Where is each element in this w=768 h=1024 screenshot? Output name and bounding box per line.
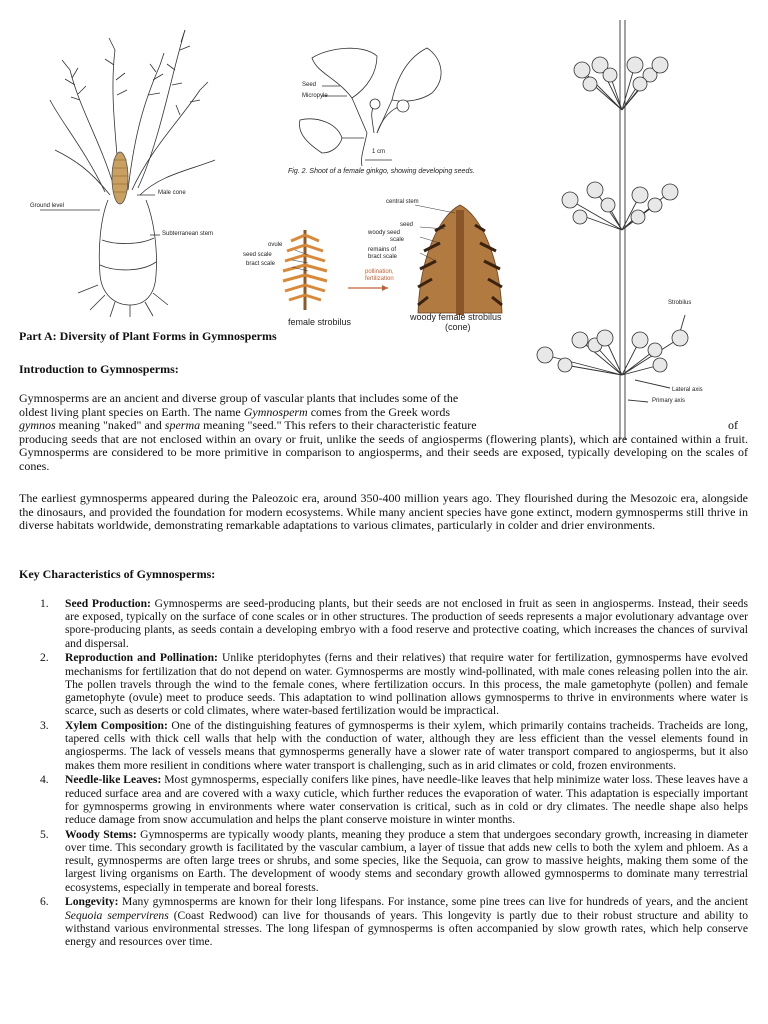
ginkgo-label-micropyle: Micropyle bbox=[302, 93, 328, 99]
intro-line-3 bbox=[19, 419, 748, 433]
cycad-label-subterranean-stem: Subterranean stem bbox=[162, 231, 214, 237]
list-item-number: 3. bbox=[40, 719, 49, 733]
intro-paragraph-2: The earliest gymnosperms appeared during the Paleozoic era, around 350-400 million years ago. They flourished during the Mesozoic era, alongside the dinosaurs, and provided the foundation for modern ecosystems. While many ancient species have gone extinct, modern gymnosperms still thrive in diverse habitats worldwide, demonstrating remarkable adaptations to various climates, particularly in colder and drier environments. bbox=[19, 491, 748, 532]
list-item-term: Xylem Composition: bbox=[65, 719, 168, 733]
strobilus-arrow-label-2: fertilization bbox=[365, 276, 394, 282]
intro-text-of: of bbox=[728, 418, 738, 432]
cycad-label-male-cone: Male cone bbox=[158, 190, 186, 196]
strobilus-label-bract-scale-right: bract scale bbox=[368, 254, 398, 260]
list-item-text: Most gymnosperms, especially conifers like pines, have needle-like leaves that help minimize water loss. These leaves have a reduced surface area and are covered with a waxy cuticle, which further reduces the evaporation of water. This adaptation is especially important for gymnosperms growing in environments where water conservation is critical, such as in cold or dry climates. The needle shape also helps reduce damage from snow accumulation and helps the plant conserve moisture in winter months. bbox=[65, 773, 748, 827]
ginkgo-caption: Fig. 2. Shoot of a female ginkgo, showing developing seeds. bbox=[288, 168, 475, 175]
strobilus-label-bract-scale: bract scale bbox=[246, 261, 276, 267]
strobilus-label-ovule: ovule bbox=[268, 242, 283, 248]
list-item-term: Reproduction and Pollination: bbox=[65, 651, 218, 665]
list-item-number: 6. bbox=[40, 895, 49, 909]
intro-paragraph-1 bbox=[19, 392, 748, 473]
list-item-text: Unlike pteridophytes (ferns and their relatives) that require water for fertilization, gymnosperms have evolved mechanisms for fertilization that do not depend on water. Gymnosperms are mostly wind-pollinated, with male cones releasing pollen into the air. The pollen travels through the wind to the female cones, where fertilization occurs. In this process, the male gametophyte (pollen) and female gametophyte (ovule) meet to produce seeds. This adaptation to wind pollination allows gymnosperms to thrive in environments where water is scarce, such as deserts or cold climates, where water-based fertilization would be impractical. bbox=[65, 651, 748, 718]
figure-strobilus bbox=[240, 195, 530, 335]
strobilus-caption-woody: woody female strobilus bbox=[410, 312, 502, 322]
ephedra-label-strobilus: Strobilus bbox=[668, 300, 692, 306]
figure-cycad bbox=[20, 10, 235, 320]
list-item bbox=[19, 597, 748, 650]
ephedra-label-lateral-axis: Lateral axis bbox=[672, 387, 703, 393]
list-item-term: Woody Stems: bbox=[65, 827, 137, 841]
cycad-label-ground-level: Ground level bbox=[30, 203, 65, 209]
strobilus-label-central-stem: central stem bbox=[386, 199, 419, 205]
ginkgo-label-seed: Seed bbox=[302, 82, 317, 88]
intro-text-2b: comes from the Greek words bbox=[307, 404, 451, 419]
key-characteristics-list bbox=[19, 597, 748, 950]
list-item-species: Sequoia sempervirens bbox=[65, 908, 169, 922]
list-item-text: Gymnosperms are seed-producing plants, but their seeds are not enclosed in fruit as seen in angiosperms. Instead, their seeds are exposed, typically on the surface of cone scales or in other structures. The production of seeds represents a major evolutionary advantage over spore-producing plants, as seeds contain a developing embryo with a food reserve and protective coating, which increases the chances of survival and dispersal. bbox=[65, 597, 748, 650]
list-item bbox=[19, 828, 748, 894]
figure-ginkgo bbox=[282, 38, 482, 183]
strobilus-arrow-label-1: pollination, bbox=[365, 269, 394, 275]
page-title: Part A: Diversity of Plant Forms in Gymnosperms bbox=[19, 329, 277, 343]
strobilus-label-seed: seed bbox=[400, 222, 414, 228]
ephedra-label-primary-axis: Primary axis bbox=[652, 398, 686, 404]
ginkgo-label-scale: 1 cm bbox=[372, 149, 386, 155]
list-item-number: 4. bbox=[40, 773, 49, 787]
ephedra-drawing bbox=[530, 20, 730, 440]
intro-text-3b: meaning "seed." This refers to their characteristic feature bbox=[200, 418, 477, 432]
intro-text-2a: oldest living plant species on Earth. The name bbox=[19, 404, 244, 419]
list-item-text: Gymnosperms are typically woody plants, meaning they produce a stem that undergoes secondary growth, increasing in diameter over time. This secondary growth is facilitated by the vascular cambium, a layer of tissue that adds new cells to both the xylem and phloem. As a result, gymnosperms are often large trees or shrubs, and some species, like the Sequoia, can grow to massive heights, making them some of the largest living organisms on Earth. The development of woody stems and secondary growth allowed gymnosperms to dominate many terrestrial ecosystems, especially in temperate and boreal forests. bbox=[65, 827, 748, 894]
intro-term-gymnosperm: Gymnosperm bbox=[243, 404, 308, 419]
strobilus-label-woody-seed: woody seed bbox=[368, 230, 401, 236]
intro-term-gymnos: gymnos bbox=[19, 418, 56, 432]
intro-heading: Introduction to Gymnosperms: bbox=[19, 362, 179, 376]
strobilus-label-seed-scale: seed scale bbox=[243, 252, 272, 258]
strobilus-label-scale: scale bbox=[390, 237, 405, 243]
list-item bbox=[19, 651, 748, 717]
intro-line-1 bbox=[19, 392, 519, 406]
cycad-drawing bbox=[20, 10, 235, 320]
intro-text-3a: meaning "naked" and bbox=[55, 418, 165, 432]
list-item-number: 2. bbox=[40, 651, 49, 665]
key-characteristics-heading: Key Characteristics of Gymnosperms: bbox=[19, 567, 216, 581]
strobilus-label-remains-of: remains of bbox=[368, 247, 397, 253]
list-item-term: Seed Production: bbox=[65, 597, 151, 610]
figure-ephedra bbox=[530, 20, 730, 440]
list-item-text-cont: (Coast Redwood) can live for thousands of years. This longevity is partly due to their robust structure and ability to withstand various environmental stresses. The long lifespan of gymnosperms is often accompanied by slow growth rates, which help conserve energy and resources over time. bbox=[65, 908, 749, 949]
intro-text-1: Gymnosperms are an ancient and diverse group of vascular plants that includes some of the bbox=[19, 391, 459, 405]
intro-term-sperma: sperma bbox=[164, 418, 201, 432]
list-item bbox=[19, 773, 748, 826]
list-item-text: One of the distinguishing features of gymnosperms is their xylem, which primarily contains tracheids. Tracheids are long, tapered cells with thick cell walls that help with the conduction of water, although they are less efficient than the vessel elements found in angiosperms. The lack of vessels means that gymnosperms generally have a slower rate of water transport compared to angiosperms, but it also makes them more resilient in conditions where water transport is challenging, such as in arid climates or cold, frozen environments. bbox=[65, 719, 748, 772]
list-item-term: Longevity: bbox=[65, 895, 119, 909]
list-item-text: Many gymnosperms are known for their long lifespans. For instance, some pine trees can live for hundreds of years, and the ancient bbox=[118, 895, 748, 909]
strobilus-caption-cone: (cone) bbox=[445, 322, 471, 332]
intro-text-rest: producing seeds that are not enclosed within an ovary or fruit, unlike the seeds of angiosperms (flowering plants), which are contained within a fruit. Gymnosperms are considered to be more primitive in comparison to angiosperms, and their seeds are exposed, typically developing on the scales of cones. bbox=[19, 431, 748, 473]
list-item bbox=[19, 895, 748, 948]
list-item-number: 1. bbox=[40, 597, 49, 610]
list-item-term: Needle-like Leaves: bbox=[65, 773, 162, 787]
list-item bbox=[19, 719, 748, 772]
intro-line-2 bbox=[19, 406, 519, 420]
list-item-number: 5. bbox=[40, 827, 49, 841]
strobilus-caption-female: female strobilus bbox=[288, 317, 352, 327]
